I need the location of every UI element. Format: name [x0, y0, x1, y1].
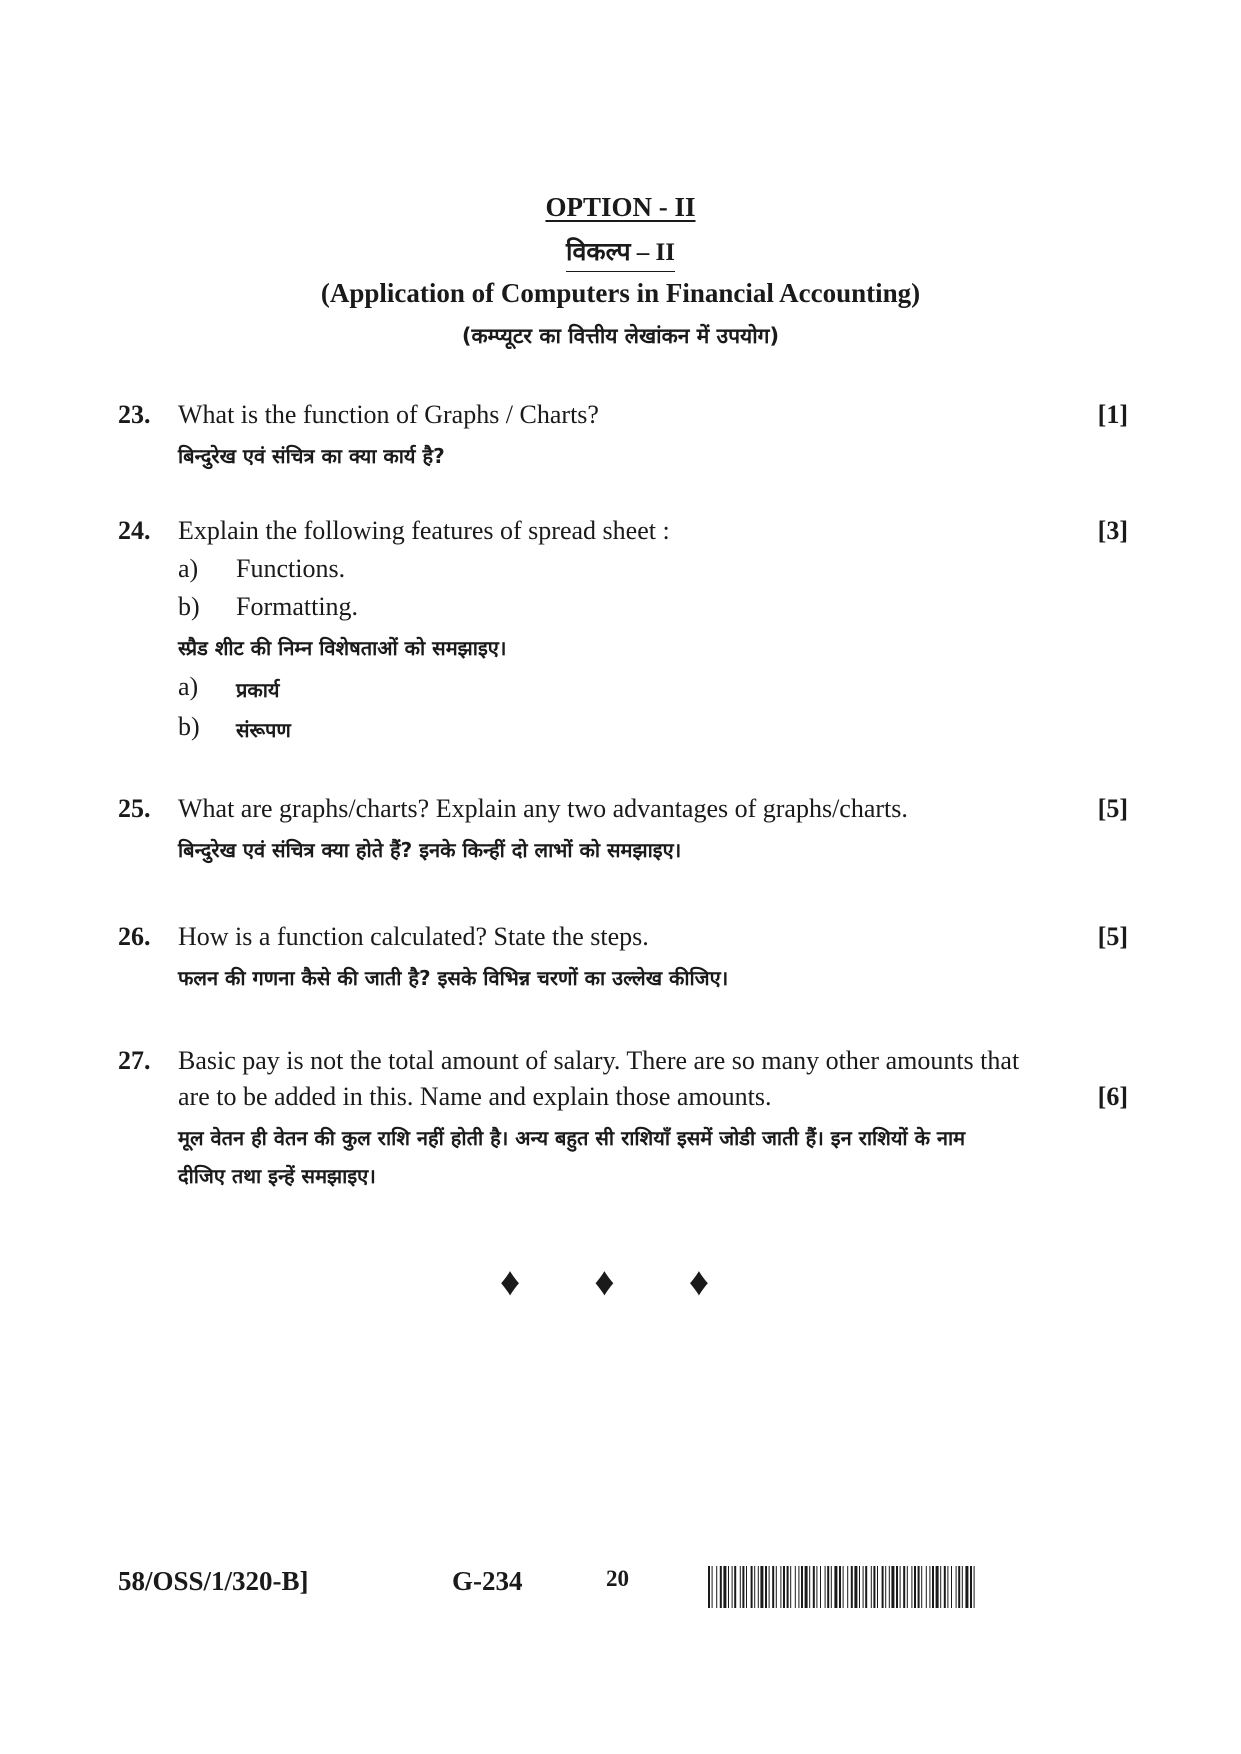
- paper-code: 58/OSS/1/320-B]: [118, 1566, 309, 1596]
- sub-item-label: a): [178, 672, 199, 701]
- sub-item-label: b): [178, 592, 200, 621]
- question-text-hindi: बिन्दुरेख एवं संचित्र का क्या कार्य है?: [178, 444, 445, 468]
- sub-item-text-hindi: प्रकार्य: [236, 678, 280, 702]
- option-heading: OPTION - II: [545, 192, 696, 222]
- question-text-line2: are to be added in this. Name and explain those amounts.: [178, 1082, 772, 1111]
- question-marks: [6]: [1097, 1082, 1128, 1111]
- section-title: (Application of Computers in Financial Accounting): [320, 278, 921, 308]
- sub-item-text: Formatting.: [236, 592, 359, 621]
- series-code: G-234: [452, 1566, 523, 1596]
- barcode-icon: [708, 1566, 978, 1608]
- option-heading-hindi: विकल्प – II: [0, 234, 1241, 272]
- section-title-hindi: (कम्प्यूटर का वित्तीय लेखांकन में उपयोग): [461, 324, 780, 348]
- question-marks: [1]: [1097, 400, 1128, 429]
- sub-item-label: b): [178, 712, 200, 741]
- question-text-hindi: फलन की गणना कैसे की जाती है? इसके विभिन्न चरणों का उल्लेख कीजिए।: [178, 966, 729, 990]
- question-text-hindi-line2: दीजिए तथा इन्हें समझाइए।: [178, 1164, 376, 1188]
- question-text-hindi: बिन्दुरेख एवं संचित्र क्या होते हैं? इनके किन्हीं दो लाभों को समझाइए।: [178, 838, 682, 862]
- question-marks: [5]: [1097, 922, 1128, 951]
- sub-item-text: Functions.: [236, 554, 346, 583]
- sub-item-text-hindi: संरूपण: [236, 718, 291, 742]
- question-text: Explain the following features of spread sheet :: [178, 516, 670, 545]
- question-text: What are graphs/charts? Explain any two advantages of graphs/charts.: [178, 794, 908, 823]
- question-text-line1: Basic pay is not the total amount of salary. There are so many other amounts that: [178, 1046, 1020, 1075]
- question-text-hindi-line1: मूल वेतन ही वेतन की कुल राशि नहीं होती है। अन्य बहुत सी राशियाँ इसमें जोडी जाती हैं। इन राशियों के नाम: [178, 1126, 966, 1150]
- question-marks: [5]: [1097, 794, 1128, 823]
- question-number: 26.: [118, 922, 151, 951]
- question-text: How is a function calculated? State the steps.: [178, 922, 649, 951]
- question-text-hindi: स्प्रैड शीट की निम्न विशेषताओं को समझाइए।: [178, 636, 507, 660]
- end-of-paper-marker: ♦ ♦ ♦: [499, 1259, 742, 1304]
- question-number: 25.: [118, 794, 151, 823]
- sub-item-label: a): [178, 554, 199, 583]
- question-number: 23.: [118, 400, 151, 429]
- question-number: 24.: [118, 516, 151, 545]
- question-text: What is the function of Graphs / Charts?: [178, 400, 599, 429]
- question-marks: [3]: [1097, 516, 1128, 545]
- question-number: 27.: [118, 1046, 151, 1075]
- page-number: 20: [606, 1566, 629, 1591]
